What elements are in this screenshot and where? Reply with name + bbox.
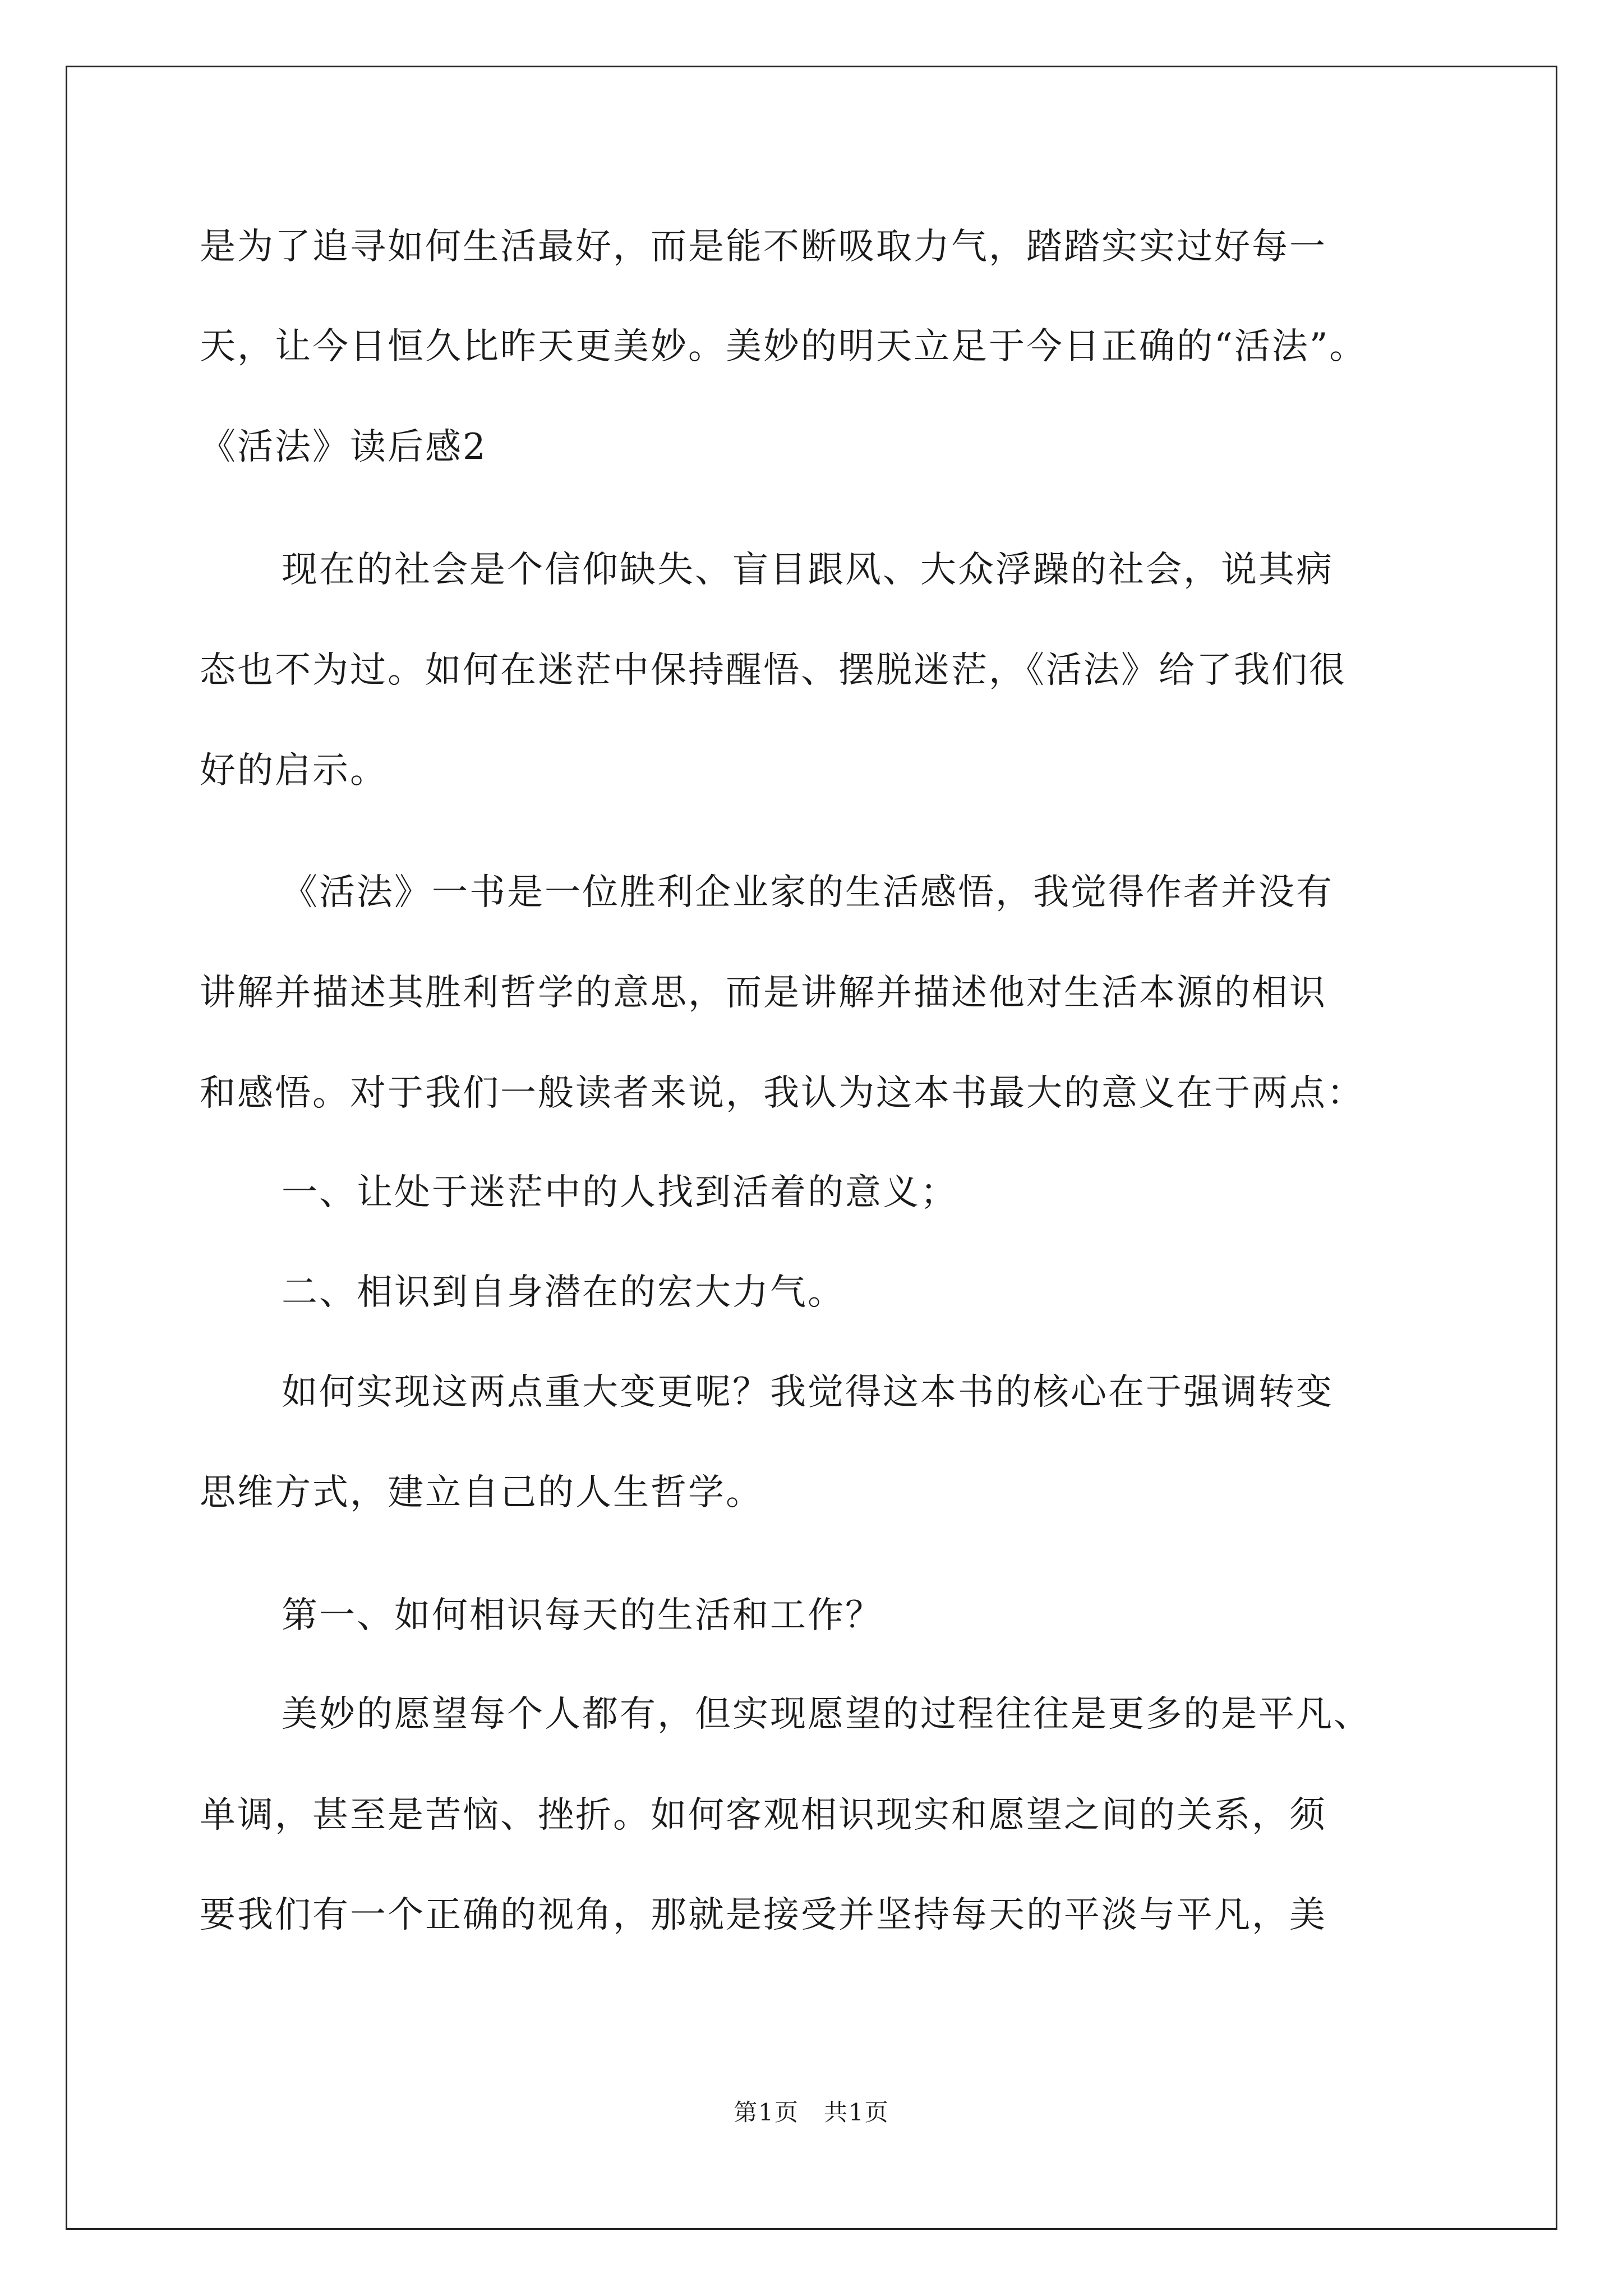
paragraph-line: 美妙的愿望每个人都有，但实现愿望的过程往往是更多的是平凡、: [282, 1694, 1371, 1735]
paragraph-line: 态也不为过。如何在迷茫中保持醒悟、摆脱迷茫，《活法》给了我们很: [200, 650, 1347, 691]
text-line-2: 天，让今日恒久比昨天更美妙。美妙的明天立足于今日正确的“活法”。: [200, 326, 1367, 367]
paragraph-line: 要我们有一个正确的视角，那就是接受并坚持每天的平淡与平凡，美: [200, 1894, 1327, 1936]
text-line-1: 是为了追寻如何生活最好，而是能不断吸取力气，踏踏实实过好每一: [200, 226, 1327, 268]
list-item: 一、让处于迷茫中的人找到活着的意义；: [282, 1172, 958, 1213]
paragraph-line: 思维方式，建立自己的人生哲学。: [200, 1472, 763, 1513]
section-heading: 《活法》读后感2: [200, 426, 487, 468]
paragraph-line: 如何实现这两点重大变更呢？我觉得这本书的核心在于强调转变: [282, 1372, 1334, 1413]
page-number: 第1页 共1页: [734, 2099, 889, 2126]
subheading-line: 第一、如何相识每天的生活和工作？: [282, 1595, 883, 1636]
paragraph-line: 单调，甚至是苦恼、挫折。如何客观相识现实和愿望之间的关系，须: [200, 1795, 1327, 1836]
paragraph-line: 现在的社会是个信仰缺失、盲目跟风、大众浮躁的社会，说其病: [282, 549, 1334, 591]
list-item: 二、相识到自身潜在的宏大力气。: [282, 1272, 845, 1313]
paragraph-line: 《活法》一书是一位胜利企业家的生活感悟，我觉得作者并没有: [282, 872, 1334, 913]
paragraph-line: 好的启示。: [200, 750, 388, 792]
paragraph-line: 讲解并描述其胜利哲学的意思，而是讲解并描述他对生活本源的相识: [200, 972, 1327, 1014]
paragraph-line: 和感悟。对于我们一般读者来说，我认为这本书最大的意义在于两点：: [200, 1073, 1364, 1114]
